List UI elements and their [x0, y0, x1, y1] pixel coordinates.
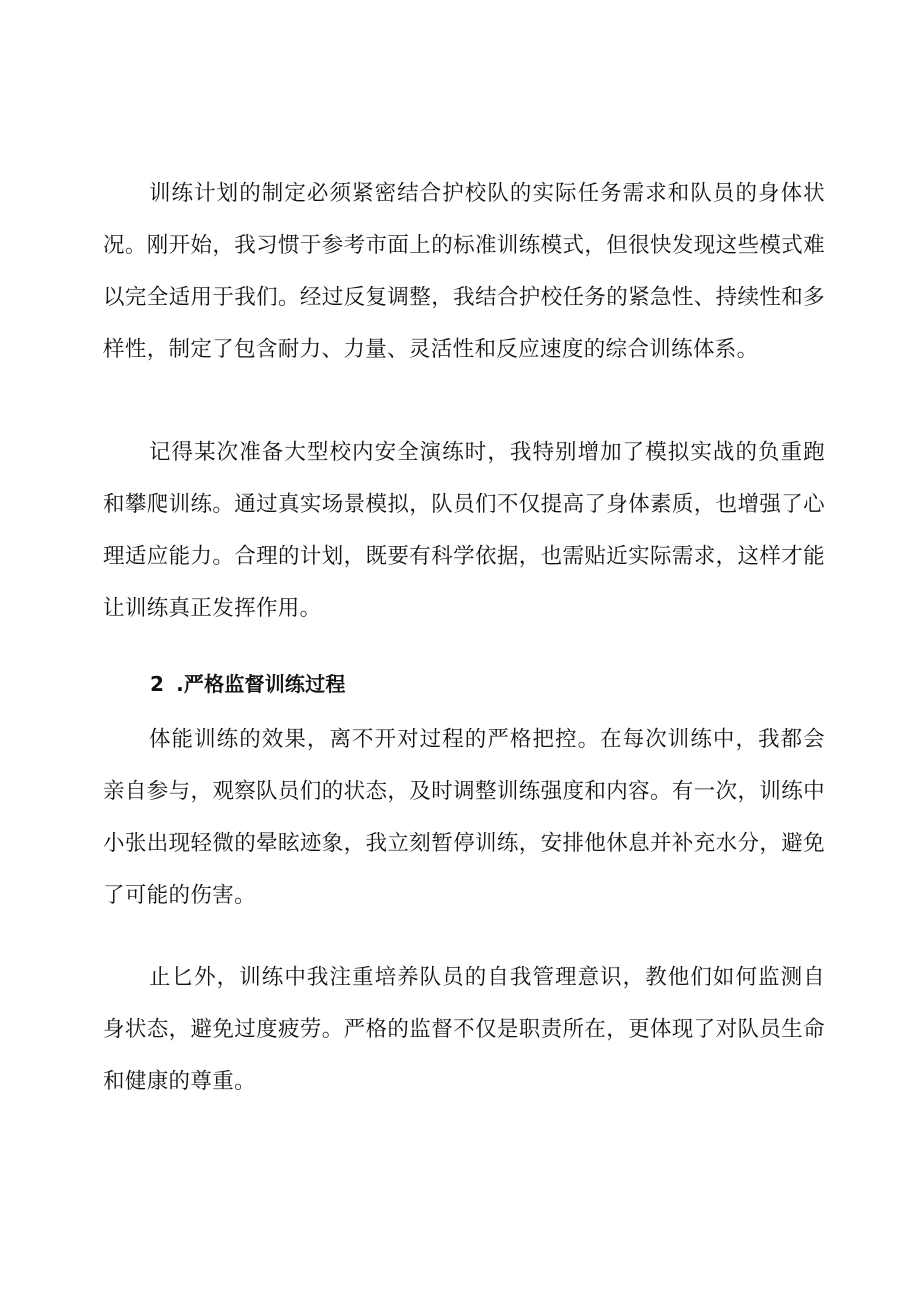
- paragraph-supervision: 体能训练的效果，离不开对过程的严格把控。在每次训练中，我都会亲自参与，观察队员们的状态，及时调整训练强度和内容。有一次，训练中小张出现轻微的晕眩迹象，我立刻暂停训练，安排他休息并补充水分，避免了可能的伤害。: [103, 727, 825, 908]
- paragraph-training-plan: 训练计划的制定必须紧密结合护校队的实际任务需求和队员的身体状况。刚开始，我习惯于参考市面上的标准训练模式，但很快发现这些模式难以完全适用于我们。经过反复调整，我结合护校任务的紧急性、持续性和多样性，制定了包含耐力、力量、灵活性和反应速度的综合训练体系。: [103, 181, 825, 362]
- section-title: .严格监督训练过程: [176, 672, 346, 696]
- section-heading: [150, 664, 346, 704]
- paragraph-self-management: 止匕外，训练中我注重培养队员的自我管理意识，教他们如何监测自身状态，避免过度疲劳。严格的监督不仅是职责所在，更体现了对队员生命和健康的尊重。: [103, 965, 825, 1094]
- section-number: 2: [150, 672, 165, 696]
- paragraph-drill-example: 记得某次准备大型校内安全演练时，我特别增加了模拟实战的负重跑和攀爬训练。通过真实场景模拟，队员们不仅提高了身体素质，也增强了心理适应能力。合理的计划，既要有科学依据，也需贴近实际需求，这样才能让训练真正发挥作用。: [103, 440, 825, 621]
